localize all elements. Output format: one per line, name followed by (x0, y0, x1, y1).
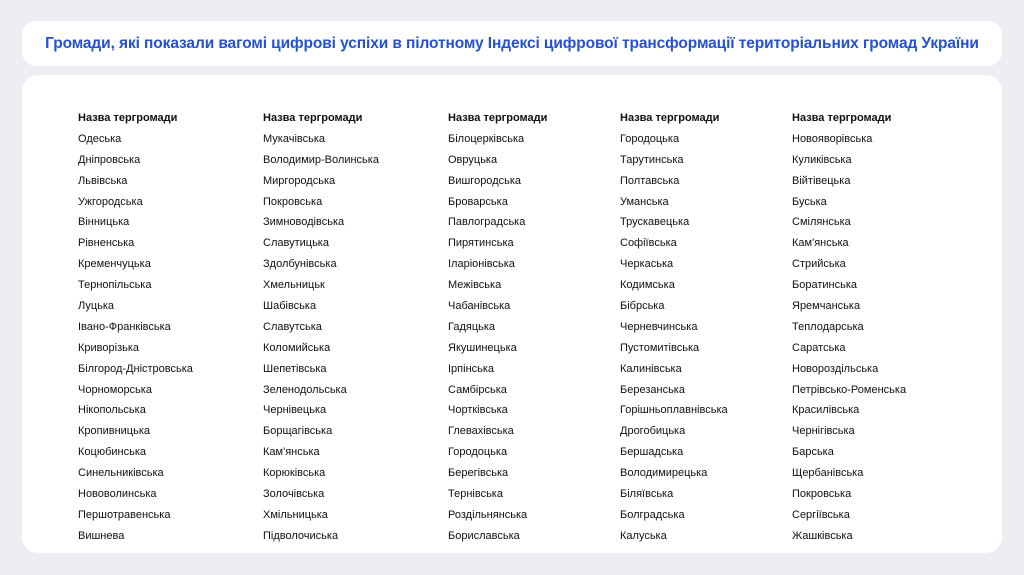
community-name: Коцюбинська (78, 446, 146, 459)
community-name: Біляївська (620, 488, 674, 501)
community-name: Межівська (448, 279, 502, 292)
community-name: Уманська (620, 195, 669, 208)
community-name: Рівненська (78, 237, 135, 250)
community-name: Хмельницьк (263, 279, 325, 292)
column-header: Назва тергромади (792, 112, 892, 124)
community-name: Покровська (263, 195, 323, 208)
community-name: Хмільницька (263, 508, 328, 521)
community-name: Кропивницька (78, 425, 151, 438)
community-name: Кодимська (620, 279, 675, 292)
community-name: Буська (792, 195, 827, 208)
community-name: Берегівська (448, 467, 509, 480)
community-name: Чабанівська (448, 300, 511, 313)
community-name: Білгород-Дністровська (78, 362, 193, 375)
community-name: Миргородська (263, 174, 336, 187)
column-4 (620, 108, 728, 547)
community-name: Трускавецька (620, 216, 690, 229)
community-name: Нововолинська (78, 488, 157, 501)
community-name: Смілянська (792, 216, 851, 229)
community-name: Ужгородська (78, 195, 143, 208)
community-name: Щербанівська (792, 467, 864, 480)
community-name: Підволочиська (263, 529, 339, 542)
column-header: Назва тергромади (620, 112, 720, 124)
community-name: Бібрська (620, 300, 665, 313)
community-name: Вишгородська (448, 174, 522, 187)
community-name: Петрівсько-Роменська (792, 383, 907, 396)
community-name: Городоцька (620, 132, 680, 145)
community-name: Чернівецька (263, 404, 327, 417)
community-name: Луцька (78, 300, 115, 313)
community-name: Зимноводівська (263, 216, 345, 229)
community-name: Нікопольська (78, 404, 146, 417)
page-title: Громади, які показали вагомі цифрові успіхи в пілотному Індексі цифрової трансформації територіальних громад України (45, 34, 979, 52)
community-name: Городоцька (448, 446, 508, 459)
community-name: Володимирецька (620, 467, 708, 480)
community-name: Синельниківська (78, 467, 164, 480)
community-name: Боратинська (792, 279, 857, 292)
community-name: Софіївська (620, 237, 677, 250)
community-name: Шепетівська (263, 362, 327, 375)
community-name: Самбірська (448, 383, 507, 396)
community-name: Одеська (78, 132, 122, 145)
column-header: Назва тергромади (78, 112, 178, 124)
community-name: Барська (792, 446, 834, 459)
community-name: Славутицька (263, 237, 329, 250)
community-name: Борщагівська (263, 425, 333, 438)
community-name: Калинівська (620, 362, 682, 375)
column-header: Назва тергромади (263, 112, 363, 124)
community-name: Пустомитівська (620, 341, 700, 354)
column-5 (792, 108, 906, 547)
community-name: Зеленодольська (263, 383, 347, 396)
community-name: Дніпровська (78, 153, 141, 166)
community-name: Корюківська (263, 467, 326, 480)
community-name: Вінницька (78, 216, 130, 229)
community-name: Черкаська (620, 258, 674, 271)
community-name: Білоцерківська (448, 132, 525, 145)
community-name: Куликівська (792, 153, 852, 166)
community-name: Першотравенська (78, 508, 171, 521)
community-name: Павлоградська (448, 216, 526, 229)
community-name: Бориславська (448, 529, 520, 542)
community-name: Кременчуцька (78, 258, 151, 271)
community-name: Сергіївська (792, 508, 850, 521)
community-name: Тернівська (448, 488, 503, 501)
community-name: Бершадська (620, 446, 684, 459)
community-name: Пирятинська (448, 237, 514, 250)
community-name: Болградська (620, 508, 685, 521)
community-name: Кам'янська (792, 237, 849, 250)
community-name: Золочівська (263, 488, 325, 501)
community-name: Львівська (78, 174, 128, 187)
community-name: Здолбунівська (263, 258, 337, 271)
community-name: Яремчанська (792, 300, 861, 313)
community-name: Тернопільська (78, 279, 152, 292)
community-name: Горішньоплавнівська (620, 404, 728, 417)
community-name: Жашківська (792, 529, 853, 542)
community-name: Красилівська (792, 404, 860, 417)
community-name: Володимир-Волинська (263, 153, 379, 166)
community-name: Криворізька (78, 341, 140, 354)
community-name: Мукачівська (263, 132, 326, 145)
community-name: Вишнева (78, 529, 125, 542)
community-name: Якушинецька (448, 341, 517, 354)
community-name: Коломийська (263, 341, 331, 354)
community-name: Калуська (620, 529, 667, 542)
community-name: Черневчинська (620, 320, 698, 333)
community-name: Гадяцька (448, 320, 496, 333)
community-name: Чорноморська (78, 383, 152, 396)
community-name: Саратська (792, 341, 846, 354)
community-name: Війтівецька (792, 174, 851, 187)
community-name: Кам'янська (263, 446, 320, 459)
title-card (22, 21, 1002, 66)
community-name: Овруцька (448, 153, 498, 166)
community-name: Івано-Франківська (78, 320, 171, 333)
community-name: Чернігівська (792, 425, 855, 438)
community-name: Броварська (448, 195, 508, 208)
community-name: Березанська (620, 383, 685, 396)
community-name: Іларіонівська (448, 258, 515, 271)
community-name: Дрогобицька (620, 425, 686, 438)
community-name: Шабівська (263, 300, 317, 313)
community-name: Глевахівська (448, 425, 514, 438)
communities-table (22, 75, 1002, 553)
community-name: Полтавська (620, 174, 680, 187)
community-name: Славутська (263, 320, 322, 333)
column-1 (78, 108, 193, 547)
community-name: Стрийська (792, 258, 846, 271)
community-name: Чортківська (448, 404, 508, 417)
community-name: Тарутинська (620, 153, 684, 166)
column-3 (448, 108, 547, 547)
community-name: Покровська (792, 488, 852, 501)
column-2 (263, 108, 379, 547)
community-name: Новороздільська (792, 362, 879, 375)
community-name: Новояворівська (792, 132, 873, 145)
community-name: Теплодарська (792, 320, 864, 333)
community-name: Роздільнянська (448, 508, 528, 521)
column-header: Назва тергромади (448, 112, 548, 124)
community-name: Ірпінська (448, 362, 495, 375)
